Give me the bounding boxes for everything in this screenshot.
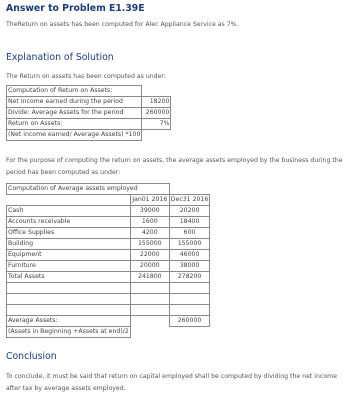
avg-assets-label: Average Assets: [7, 316, 131, 327]
roa-table [6, 85, 171, 141]
row-dec: 18400 [169, 217, 210, 228]
table-row [7, 97, 171, 108]
avg-intro: For the purpose of computing the return on assets, the average assets employed by the business during the period has been computed as under: [6, 157, 343, 176]
avg-assets-table [6, 183, 210, 338]
answer-heading: Answer to Problem E1.39E [6, 3, 145, 14]
row-jan: 39000 [130, 206, 169, 217]
conclusion-heading: Conclusion [6, 351, 57, 362]
row-jan: 22000 [130, 250, 169, 261]
row-label: Equipment [7, 250, 131, 261]
table-row [7, 206, 210, 217]
table-row [7, 239, 210, 250]
table-row [7, 261, 210, 272]
row-label: Accounts receivable [7, 217, 131, 228]
table-row [7, 228, 210, 239]
row-dec: 38000 [169, 261, 210, 272]
avg-table-header: Computation of Average assets employed [7, 184, 170, 195]
row-dec: 278200 [169, 272, 210, 283]
table-row [7, 108, 171, 119]
avg-assets-value: 260000 [169, 316, 210, 327]
table-row [7, 119, 171, 130]
explanation-heading: Explanation of Solution [6, 52, 114, 63]
table-row [7, 130, 171, 141]
table-row [7, 250, 210, 261]
row-dec: 600 [169, 228, 210, 239]
table-row [7, 316, 210, 327]
row-dec: 155000 [169, 239, 210, 250]
roa-row-value: 18200 [142, 97, 171, 108]
row-dec: 46000 [169, 250, 210, 261]
row-label: Building [7, 239, 131, 250]
table-row [7, 217, 210, 228]
row-jan: 241800 [130, 272, 169, 283]
col-header-dec: Dec31 2016 [169, 195, 210, 206]
avg-assets-formula: (Assets in Beginning +Assets at end)/2 [7, 327, 131, 338]
answer-text: TheReturn on assets has been computed for Alec Appliance Service as 7%. [6, 21, 239, 28]
explanation-intro: The Return on assets has been computed as under: [6, 73, 166, 80]
row-jan: 4200 [130, 228, 169, 239]
conclusion-text: To conclude, it must be said that return on capital employed shall be computed by dividing the net income after tax by average assets employed. [6, 373, 337, 392]
row-jan: 155000 [130, 239, 169, 250]
row-label: Cash [7, 206, 131, 217]
row-jan: 1600 [130, 217, 169, 228]
col-header-jan: Jan01 2016 [130, 195, 169, 206]
roa-row-label: Return on Assets: [7, 119, 142, 130]
row-label: Total Assets [7, 272, 131, 283]
roa-row-value: 7% [142, 119, 171, 130]
row-label: Office Supplies [7, 228, 131, 239]
row-jan: 20000 [130, 261, 169, 272]
roa-row-label: Net income earned during the period [7, 97, 142, 108]
row-dec: 20200 [169, 206, 210, 217]
row-label: Furniture [7, 261, 131, 272]
roa-row-label: Divide: Average Assets for the period [7, 108, 142, 119]
table-row [7, 327, 210, 338]
roa-row-label: (Net income earned/ Average Assets) *100 [7, 130, 142, 141]
table-row [7, 272, 210, 283]
roa-row-value: 260000 [142, 108, 171, 119]
roa-table-header: Computation of Return on Assets: [7, 86, 142, 97]
